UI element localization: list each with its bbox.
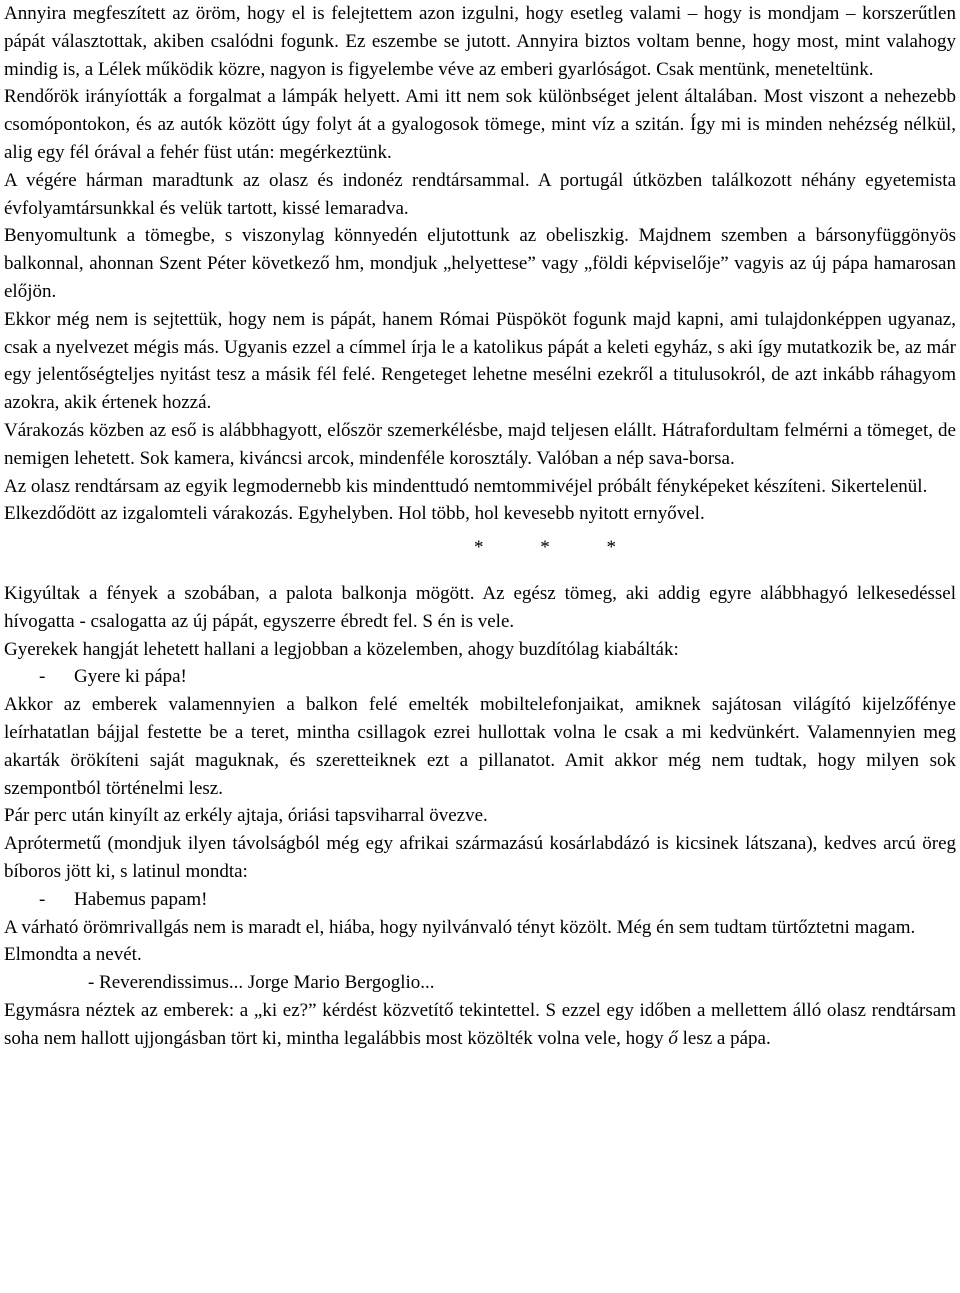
paragraph-cardinal: Aprótermetű (mondjuk ilyen távolságból még egy afrikai származású kosárlabdázó is kicsinek látszana), kedves arcú öreg bíboros jött ki, s latinul mondta:: [4, 833, 956, 882]
quote-dash: -: [39, 666, 46, 688]
final-text-before: Egymásra néztek az emberek: a „ki ez?” kérdést közvetítő tekintettel. S ezzel egy időben a mellettem álló olasz rendtársam soha nem hallott ujjongásban tört ki, mintha legalábbis most közölték volna vele, hogy: [4, 999, 956, 1049]
paragraph-door-opens: Pár perc után kinyílt az erkély ajtaja, óriási tapsviharral övezve.: [4, 805, 488, 827]
quote-text: Habemus papam!: [74, 888, 208, 910]
paragraph-name: Elmondta a nevét.: [4, 944, 142, 966]
paragraph-waiting: Elkezdődött az izgalomteli várakozás. Egyhelyben. Hol több, hol kevesebb nyitott ernyővel.: [4, 503, 705, 525]
quote-gyere-ki-papa: [4, 663, 956, 691]
paragraph-lights: Kigyúltak a fények a szobában, a palota balkonja mögött. Az egész tömeg, aki addig egyre alábbhagyó lelkesedéssel hívogatta - csalogatta az új pápát, egyszerre ébredt fel. S én is vele.: [4, 582, 956, 632]
final-text-after: lesz a pápa.: [677, 1027, 771, 1049]
paragraph-children: Gyerekek hangját lehetett hallani a legjobban a közelemben, ahogy buzdítólag kiabálták:: [4, 638, 679, 660]
quote-dash: -: [39, 888, 46, 910]
paragraph-companions: A végére hárman maradtunk az olasz és indonéz rendtársammal. A portugál útközben találkozott néhány egyetemista évfolyamtársunkkal és velük tartott, kissé lemaradva.: [4, 169, 956, 219]
final-emphasis: ő: [668, 1027, 678, 1049]
paragraph-joy: A várható örömrivallgás nem is maradt el, hiába, hogy nyilvánvaló tényt közölt. Még én sem tudtam türtőztetni magam.: [4, 916, 916, 938]
paragraph-bishop-of-rome: Ekkor még nem is sejtettük, hogy nem is pápát, hanem Római Püspököt fogunk majd kapni, ami tulajdonképpen ugyanaz, csak a nyelvezet mégis más. Ugyanis ezzel a címmel írja le a katolikus pápát a keleti egyház, s aki így mutatkozik be, az már egy jelentőségteljes nyitást tesz a másik fél felé. Rengeteget lehetne mesélni ezekről a titulusokról, de azt inkább ráhagyom azokra, akik értenek hozzá.: [4, 308, 956, 414]
paragraph-obelisk: Benyomultunk a tömegbe, s viszonylag könnyedén eljutottunk az obeliszkig. Majdnem szemben a bársonyfüggönyös balkonnal, ahonnan Szent Péter következő hm, mondjuk „helyettese” vagy „földi képviselője” vagyis az új pápa hamarosan előjön.: [4, 225, 956, 302]
quote-text: Gyere ki pápa!: [74, 666, 187, 688]
section-separator: * * *: [474, 537, 616, 559]
quote-bergoglio: - Reverendissimus... Jorge Mario Bergoglio...: [88, 972, 435, 994]
paragraph-rain: Várakozás közben az eső is alábbhagyott, először szemerkélésbe, majd teljesen elállt. Hátrafordultam felmérni a tömeget, de nemigen lehetett. Sok kamera, kiváncsi arcok, mindenféle korosztály. Valóban a nép sava-borsa.: [4, 419, 956, 469]
quote-habemus-papam: [4, 886, 956, 914]
paragraph-photos: Az olasz rendtársam az egyik legmodernebb kis mindenttudó nemtommivéjel próbált fényképeket készíteni. Sikertelenül.: [4, 475, 928, 497]
paragraph-excitement: Annyira megfeszített az öröm, hogy el is felejtettem azon izgulni, hogy esetleg valami – hogy is mondjam – korszerűtlen pápát választottak, akiben csalódni fogunk. Ez eszembe se jutott. Annyira biztos voltam benne, hogy most, mint valahogy mindig is, a Lélek működik közre, nagyon is figyelembe véve az emberi gyarlóságot. Csak mentünk, meneteltünk.: [4, 3, 956, 80]
paragraph-phones: Akkor az emberek valamennyien a balkon felé emelték mobiltelefonjaikat, amiknek sajátosan világító kijelzőfénye leírhatatlan bájjal festette be a teret, mintha csillagok ezrei hullottak volna le csak a mi kedvünkért. Valamennyien meg akarták örökíteni saját maguknak, és szeretteiknek ezt a pillanatot. Amit akkor még nem tudtak, hogy milyen sok szempontból történelmi lesz.: [4, 694, 956, 799]
paragraph-police: Rendőrök irányíották a forgalmat a lámpák helyett. Ami itt nem sok különbséget jelent általában. Most viszont a nehezebb csomópontokon, és az autók között úgy folyt át a gyalogosok tömege, mint víz a szitán. Így mi is minden nehézség nélkül, alig egy fél órával a fehér füst után: megérkeztünk.: [4, 86, 956, 163]
paragraph-final: [4, 997, 956, 1053]
